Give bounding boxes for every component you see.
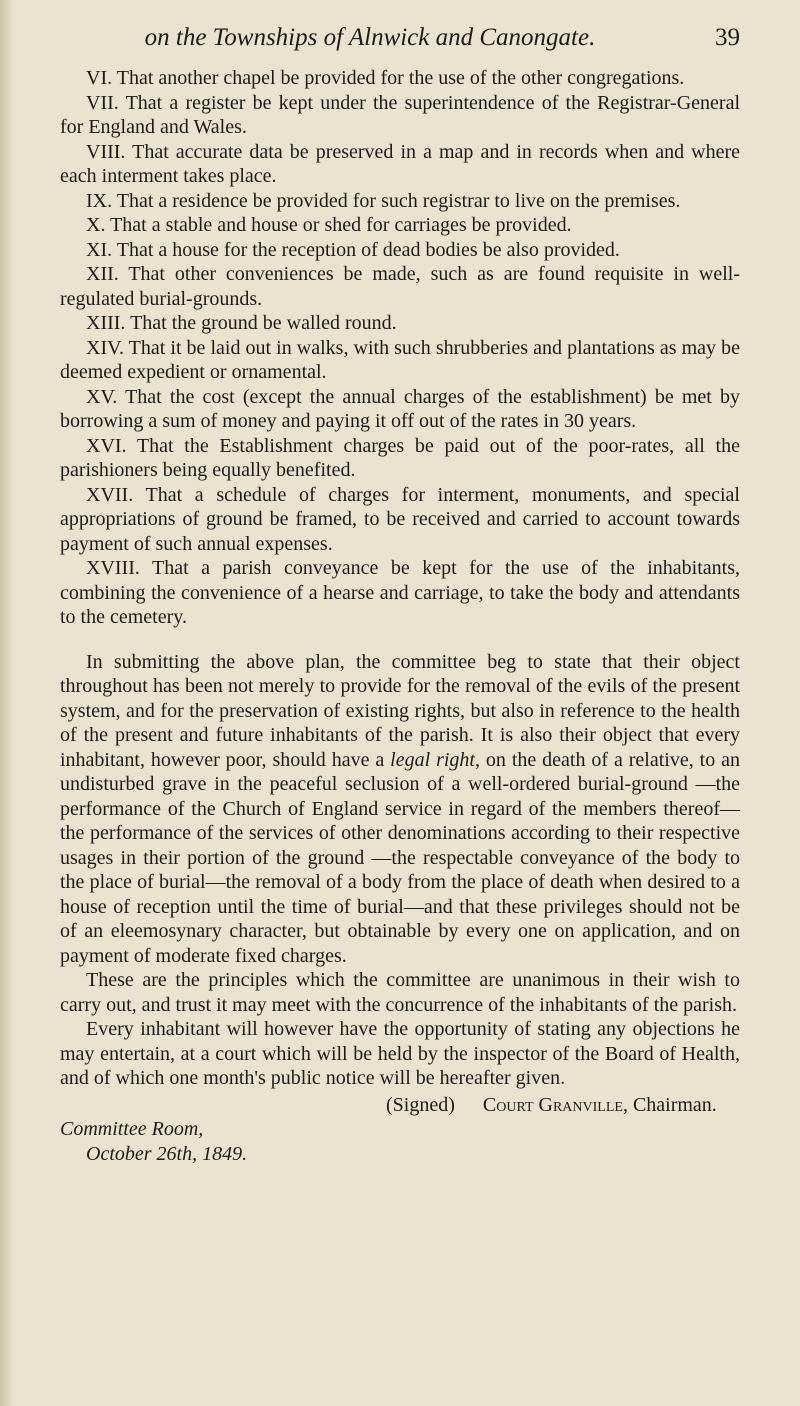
resolution-item: XVIII. That a parish conveyance be kept for the use of the inhabitants, combining the convenience of a hearse and carriage, to take the body and attendants to the cemetery.	[60, 557, 740, 628]
resolution-item: XV. That the cost (except the annual charges of the establishment) be met by borrowing a sum of money and paying it off out of the rates in 30 years.	[60, 385, 740, 432]
resolution-item: XIV. That it be laid out in walks, with such shrubberies and plantations as may be deemed expedient or ornamental.	[60, 336, 740, 383]
resolution-item: VII. That a register be kept under the superintendence of the Registrar-General for England and Wales.	[60, 91, 740, 138]
resolution-item: VI. That another chapel be provided for the use of the other congregations.	[86, 67, 685, 89]
page-gutter-shadow	[0, 0, 14, 1406]
statement-paragraph: Every inhabitant will however have the opportunity of stating any objections he may entertain, at a court which will be held by the inspector of the Board of Health, and of which one month's public notice will be hereafter given.	[60, 1018, 740, 1089]
resolution-item: VIII. That accurate data be preserved in a map and in records when and where each interment takes place.	[60, 140, 740, 187]
emphasized-text: legal right	[390, 748, 475, 771]
page-header	[60, 18, 740, 66]
statement-body	[60, 650, 740, 1091]
resolution-list	[60, 66, 740, 630]
resolution-item: X. That a stable and house or shed for carriages be provided.	[86, 214, 572, 236]
paragraph-text: In submitting the above plan, the committee beg to state that their object throughout has been not merely to provide for the removal of the evils of the present system, and for the preservation of existing rights, but also in reference to the health of the present and future inhabitants of the parish. It is also their object that every inhabitant, however poor, should have a	[60, 650, 740, 771]
resolution-item: XVII. That a schedule of charges for interment, monuments, and special appropriations of ground be framed, to be received and carried to account towards payment of such annual expenses.	[60, 483, 740, 555]
resolution-item: XIII. That the ground be walled round.	[86, 312, 397, 334]
resolution-item: XI. That a house for the reception of dead bodies be also provided.	[86, 238, 620, 261]
resolution-item: IX. That a residence be provided for such registrar to live on the premises.	[86, 189, 681, 212]
meeting-date: October 26th, 1849.	[86, 1142, 248, 1165]
statement-paragraph	[60, 650, 740, 969]
resolution-item: XII. That other conveniences be made, such as are found requisite in well-regulated burial-grounds.	[60, 263, 740, 310]
signatory-name: Court Granville	[482, 1093, 623, 1116]
paragraph-text: , on the death of a relative, to an undisturbed grave in the peaceful seclusion of a well-ordered burial-ground —the performance of the Church of England service in regard of the members thereof—the performance of the services of other denominations according to their respective usages in their portion of the ground —the respectable conveyance of the body to the place of burial—the removal of a body from the place of death when desired to a house of reception until the time of burial—and that these privileges should not be of an eleemosynary character, but obtainable by every one on application, and on payment of moderate fixed charges.	[60, 748, 740, 967]
signature-line	[60, 1093, 740, 1118]
page-number: 39	[715, 24, 740, 51]
signed-label: (Signed)	[386, 1093, 455, 1116]
resolution-item: XVI. That the Establishment charges be paid out of the poor-rates, all the parishioners being equally benefited.	[60, 434, 740, 481]
signatory-title: , Chairman.	[622, 1093, 717, 1116]
meeting-place: Committee Room,	[60, 1118, 204, 1140]
running-title: on the Townships of Alnwick and Canongate.	[144, 24, 596, 51]
statement-paragraph: These are the principles which the committee are unanimous in their wish to carry out, and trust it may meet with the concurrence of the inhabitants of the parish.	[60, 969, 740, 1016]
